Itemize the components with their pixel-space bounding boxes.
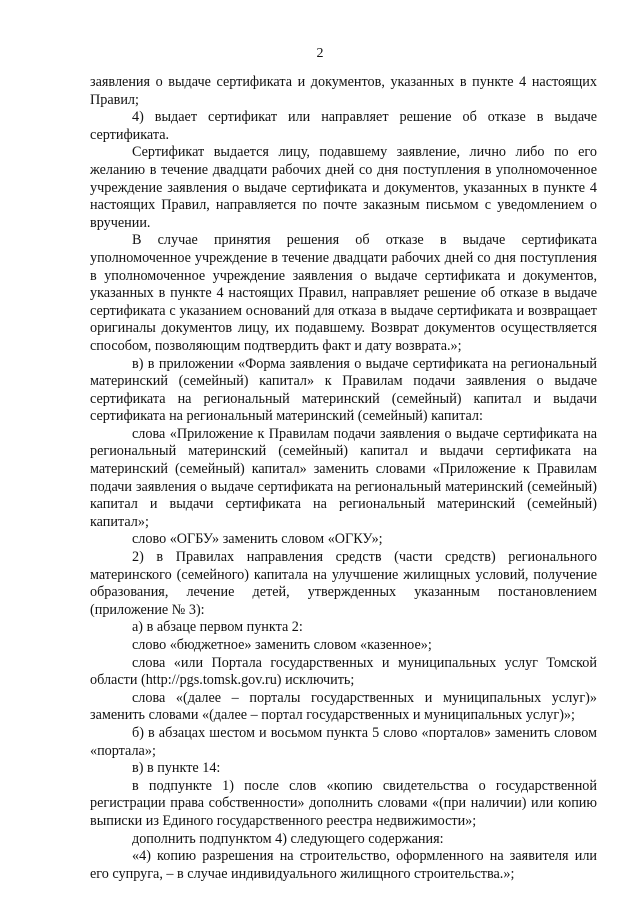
paragraph: дополнить подпунктом 4) следующего содержания: — [132, 830, 444, 847]
paragraph: в) в пункте 14: — [132, 760, 221, 777]
paragraph: в подпункте 1) после слов «копию свидетельства о государственной регистрации права собственности» дополнить словами «(при наличии) или копию выписки из Единого государственного реестра недвижимости»; — [90, 777, 597, 829]
paragraph: 2) в Правилах направления средств (части средств) регионального материнского (семейного) капитала на улучшение жилищных условий, получение образования, лечение детей, утвержденных указанным постановлением (приложение № 3): — [90, 549, 597, 618]
paragraph: заявления о выдаче сертификата и документов, указанных в пункте 4 настоящих Правил; — [90, 74, 597, 108]
paragraph: слова «или Портала государственных и муниципальных услуг Томской области (http://pgs.tomsk.gov.ru) исключить; — [90, 654, 597, 689]
document-body — [90, 74, 597, 883]
paragraph: слово «ОГБУ» заменить словом «ОГКУ»; — [132, 531, 383, 548]
paragraph: слова «(далее – порталы государственных и муниципальных услуг)» заменить словами «(далее – портал государственных и муниципальных услуг)»; — [90, 689, 597, 724]
paragraph: в) в приложении «Форма заявления о выдаче сертификата на региональный материнский (семейный) капитал» к Правилам подачи заявления о выдаче сертификата на региональный материнский (семейный) капитал и выдачи сертификата на региональный материнский (семейный) капитал: — [90, 355, 597, 425]
paragraph: Сертификат выдается лицу, подавшему заявление, лично либо по его желанию в течение двадцати рабочих дней со дня поступления в уполномоченное учреждение заявления о выдаче сертификата и документов, указанных в пункте 4 настоящих Правил, направляется по почте заказным письмом с уведомлением о вручении. — [90, 144, 597, 231]
paragraph: слова «Приложение к Правилам подачи заявления о выдаче сертификата на региональный материнский (семейный) капитал и выдачи сертификата на материнский (семейный) капитал» заменить словами «Приложение к Правилам подачи заявления о выдаче сертификата на региональный материнский (семейный) капитал и выдачи сертификата на региональный материнский (семейный) капитал»; — [90, 425, 597, 530]
page-number: 2 — [316, 46, 324, 61]
paragraph: «4) копию разрешения на строительство, оформленного на заявителя или его супруга, – в случае индивидуального жилищного строительства.»; — [90, 848, 597, 882]
paragraph: а) в абзаце первом пункта 2: — [132, 619, 303, 636]
paragraph: б) в абзацах шестом и восьмом пункта 5 слово «порталов» заменить словом «портала»; — [90, 724, 597, 759]
paragraph: слово «бюджетное» заменить словом «казенное»; — [132, 637, 432, 653]
paragraph: 4) выдает сертификат или направляет решение об отказе в выдаче сертификата. — [90, 109, 597, 143]
paragraph: В случае принятия решения об отказе в выдаче сертификата уполномоченное учреждение в течение двадцати рабочих дней со дня поступления в уполномоченное учреждение заявления о выдаче сертификата и документов, указанных в пункте 4 настоящих Правил, направляет решение об отказе в выдаче сертификата с указанием оснований для отказа в выдаче сертификата и возвращает оригиналы документов лицу, их подавшему. Возврат документов осуществляется способом, позволяющим подтвердить факт и дату возврата.»; — [90, 232, 597, 354]
